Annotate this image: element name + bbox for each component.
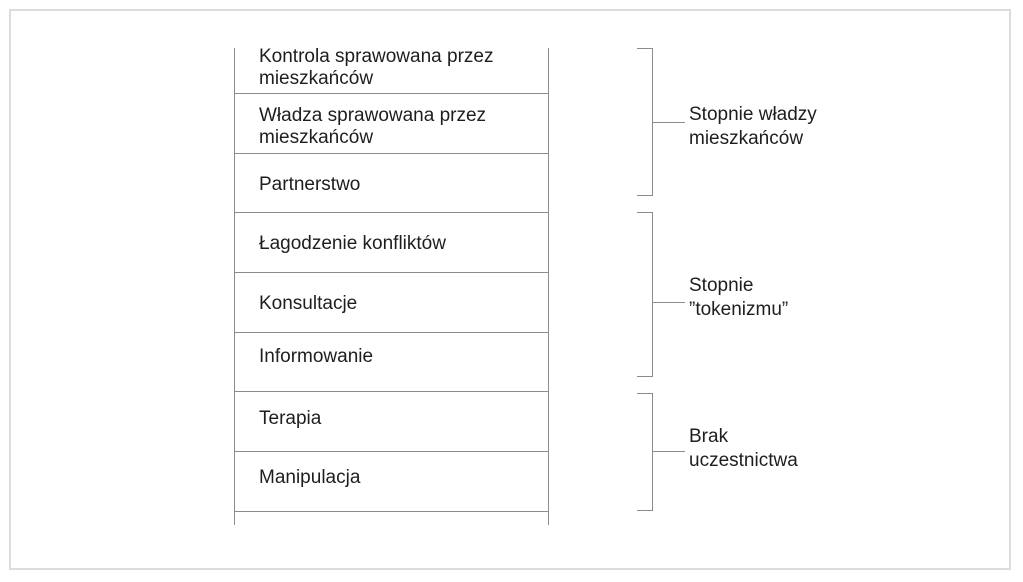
rung-label: Manipulacja [259, 467, 361, 488]
rung-label: Łagodzenie konfliktów [259, 233, 446, 254]
group-bracket [637, 213, 685, 377]
group-bracket [637, 394, 685, 511]
group-label: Brak uczestnictwa [689, 426, 798, 471]
rung-label: Informowanie [259, 346, 374, 367]
rung-label: Kontrola sprawowana przez mieszkańców [259, 46, 494, 89]
rung-label: Partnerstwo [259, 174, 361, 195]
rung-label: Terapia [259, 408, 322, 429]
group-bracket [637, 49, 685, 196]
group-label: Stopnie władzy mieszkańców [689, 104, 817, 149]
group-label: Stopnie ”tokenizmu” [689, 275, 789, 320]
rung-label: Konsultacje [259, 293, 358, 314]
rung-label: Władza sprawowana przez mieszkańców [259, 105, 487, 148]
